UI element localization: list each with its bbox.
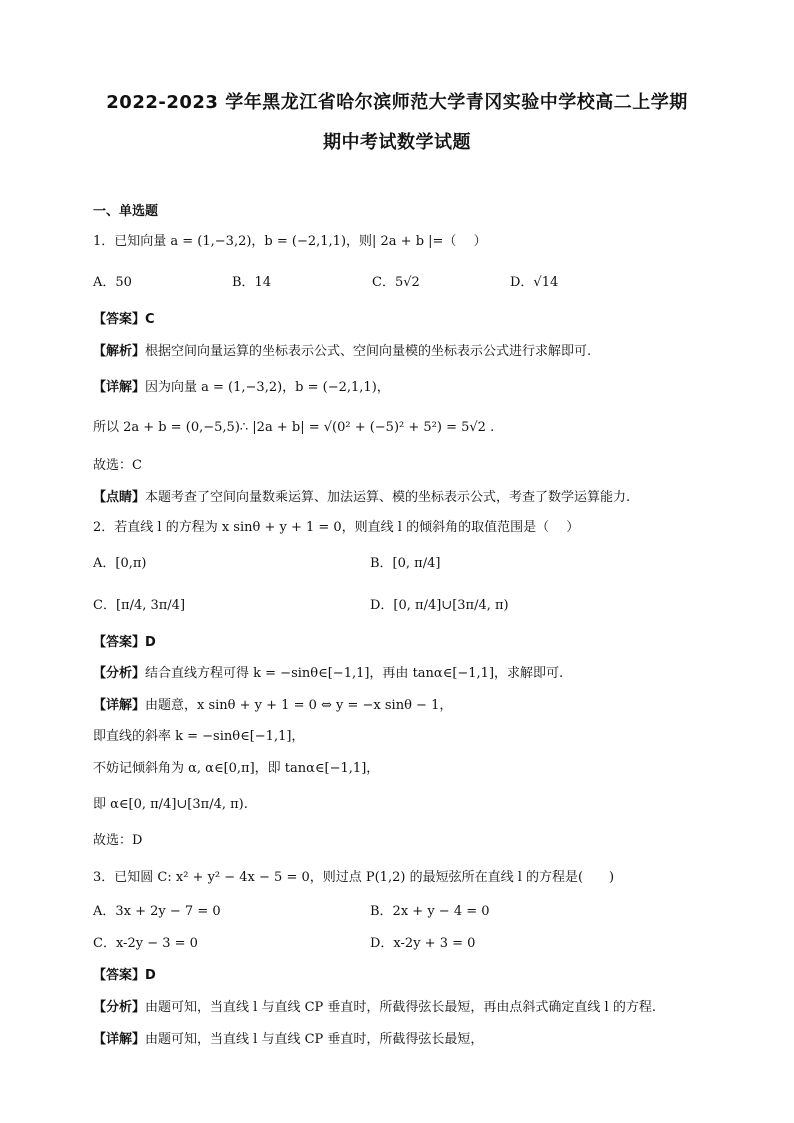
- q3-stem: 3．已知圆 C: x² + y² − 4x − 5 = 0，则过点 P(1,2) 的最短弦所在直线 l 的方程是( ): [93, 870, 615, 885]
- q3-detail-text: 由题可知，当直线 l 与直线 CP 垂直时，所截得弦长最短，: [145, 1032, 484, 1047]
- q1-detail-2: 所以 2a + b = (0,−5,5)∴ |2a + b| = √(0² + (−5)² + 5²) = 5√2 .: [93, 420, 495, 435]
- q1-point-tag: 【点睛】: [93, 490, 146, 505]
- q2-detail-3: 不妨记倾斜角为 α, α∈[0,π]，即 tanα∈[−1,1]，: [93, 761, 380, 776]
- q1-option-a: A．50: [93, 275, 132, 290]
- q2-detail-text: 由题意，x sinθ + y + 1 = 0 ⇔ y = −x sinθ − 1，: [145, 698, 453, 713]
- q2-detail-2: 即直线的斜率 k = −sinθ∈[−1,1]，: [93, 729, 305, 744]
- q2-option-d: D．[0, π/4]∪[3π/4, π): [370, 598, 509, 613]
- q3-option-b: B．2x + y − 4 = 0: [370, 904, 490, 919]
- q2-option-b: B．[0, π/4]: [370, 556, 441, 571]
- q1-analysis-text: 根据空间向量运算的坐标表示公式、空间向量模的坐标表示公式进行求解即可.: [145, 344, 592, 359]
- q1-point: [93, 488, 630, 508]
- q1-option-b: B．14: [232, 275, 272, 290]
- q1-point-text: 本题考查了空间向量数乘运算、加法运算、模的坐标表示公式，考查了数学运算能力.: [145, 490, 631, 505]
- q2-detail: [93, 696, 452, 716]
- q2-option-a: A．[0,π): [93, 556, 147, 571]
- q1-answer: 【答案】C: [93, 312, 155, 327]
- q2-choose: 故选：D: [93, 833, 143, 848]
- q2-analysis-text: 结合直线方程可得 k = −sinθ∈[−1,1]，再由 tanα∈[−1,1]，求解即可.: [145, 666, 564, 681]
- q2-detail-4: 即 α∈[0, π/4]∪[3π/4, π).: [93, 797, 248, 812]
- q3-analysis-text: 由题可知，当直线 l 与直线 CP 垂直时，所截得弦长最短，再由点斜式确定直线 l 的方程.: [145, 1000, 656, 1015]
- q1-option-c: C．5√2: [372, 275, 420, 290]
- q3-analysis-tag: 【分析】: [93, 1000, 146, 1015]
- q1-option-d: D．√14: [510, 275, 559, 290]
- title-line-2: 期中考试数学试题: [323, 132, 471, 153]
- q3-answer: 【答案】D: [93, 968, 156, 983]
- q1-detail: [93, 378, 390, 398]
- section-heading: 一、单选题: [93, 204, 159, 219]
- q2-stem: 2．若直线 l 的方程为 x sinθ + y + 1 = 0，则直线 l 的倾斜角的取值范围是（ ）: [93, 520, 580, 535]
- q2-option-c: C．[π/4, 3π/4]: [93, 598, 186, 613]
- q1-analysis: [93, 342, 591, 362]
- q3-analysis: [93, 998, 656, 1018]
- title-line-1: 2022-2023 学年黑龙江省哈尔滨师范大学青冈实验中学校高二上学期: [106, 92, 688, 113]
- q2-analysis-tag: 【分析】: [93, 666, 146, 681]
- q1-analysis-tag: 【解析】: [93, 344, 146, 359]
- q3-detail: [93, 1030, 483, 1050]
- q1-choose: 故选：C: [93, 458, 142, 473]
- q3-option-d: D．x-2y + 3 = 0: [370, 936, 476, 951]
- q1-detail-text: 因为向量 a = (1,−3,2)，b = (−2,1,1)，: [145, 380, 390, 395]
- q3-option-c: C．x-2y − 3 = 0: [93, 936, 198, 951]
- q1-detail-tag: 【详解】: [93, 380, 146, 395]
- q2-answer: 【答案】D: [93, 635, 156, 650]
- q3-option-a: A．3x + 2y − 7 = 0: [93, 904, 221, 919]
- q2-detail-tag: 【详解】: [93, 698, 146, 713]
- q3-detail-tag: 【详解】: [93, 1032, 146, 1047]
- q2-analysis: [93, 664, 563, 684]
- q1-stem: 1．已知向量 a = (1,−3,2)，b = (−2,1,1)，则| 2a + b |=（ ）: [93, 234, 487, 249]
